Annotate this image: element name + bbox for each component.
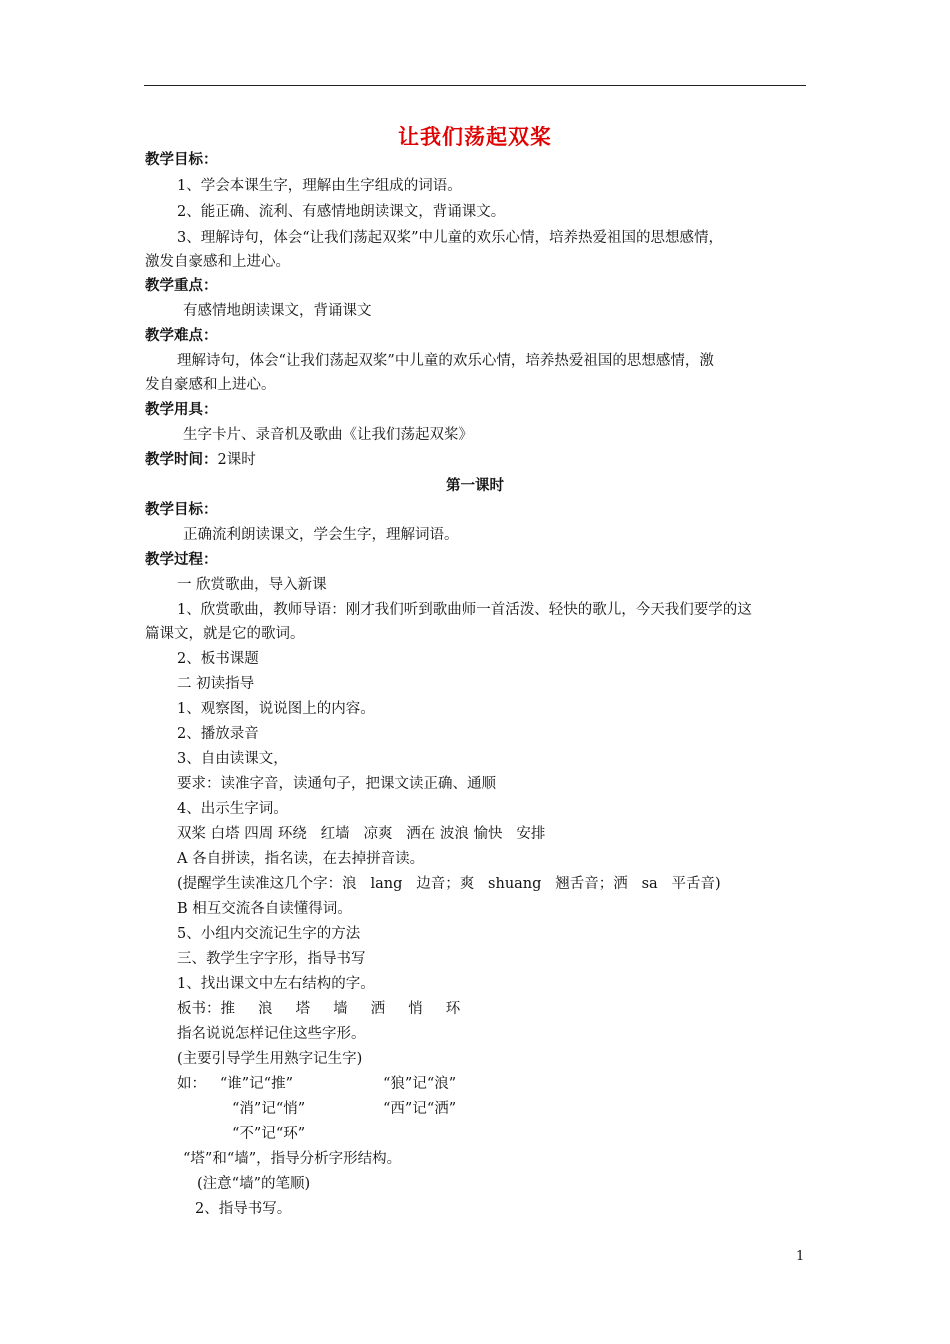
goal-2: 2、能正确、流利、有感情地朗读课文，背诵课文。	[177, 204, 506, 220]
goal-3-line-2: 激发自豪感和上进心。	[145, 254, 290, 270]
key-points-text: 有感情地朗读课文，背诵课文	[183, 303, 372, 319]
process-3-2: 2、指导书写。	[195, 1201, 292, 1217]
heading-key-points: 教学重点：	[145, 278, 218, 294]
heading-teaching-tools: 教学用具：	[145, 402, 218, 418]
first-lesson-heading: 第一课时	[446, 478, 504, 494]
example-row-1-left: 如： “谁”记“推”	[177, 1076, 293, 1092]
example-row-2-right: “西”记“洒”	[383, 1101, 457, 1117]
board-characters: 板书：推 浪 塔 墙 洒 悄 环	[177, 1001, 461, 1017]
heading-lesson-goals: 教学目标：	[145, 502, 218, 518]
example-row-2-left: “消”记“悄”	[232, 1101, 306, 1117]
lesson-goals-text: 正确流利朗读课文，学会生字，理解词语。	[183, 527, 459, 543]
vocabulary-list: 双桨 白塔 四周 环绕 红墙 凉爽 洒在 波浪 愉快 安排	[177, 826, 546, 842]
stroke-order-note: (注意“墙”的笔顺)	[197, 1176, 311, 1192]
pronunciation-reminder: (提醒学生读准这几个字：浪 lang 边音；爽 shuang 翘舌音；洒 sa 平舌音)	[177, 876, 721, 892]
teaching-time-value: 2课时	[217, 452, 256, 468]
example-row-3: “不”记“环”	[232, 1126, 306, 1142]
process-2-5: 5、小组内交流记生字的方法	[177, 926, 361, 942]
teaching-time	[145, 450, 256, 470]
process-2-3-requirements: 要求：读准字音，读通句子，把课文读正确、通顺	[177, 776, 496, 792]
process-2-4-a: A 各自拼读，指名读，在去掉拼音读。	[177, 851, 425, 867]
process-2-4-b: B 相互交流各自读懂得词。	[177, 901, 352, 917]
heading-difficulties: 教学难点：	[145, 328, 218, 344]
process-1-1-line-1: 1、欣赏歌曲，教师导语：刚才我们听到歌曲师一首活泼、轻快的歌儿，今天我们要学的这	[177, 602, 752, 618]
heading-teaching-process: 教学过程：	[145, 552, 218, 568]
process-step-1: 一 欣赏歌曲，导入新课	[177, 577, 327, 593]
difficulties-line-2: 发自豪感和上进心。	[145, 377, 276, 393]
difficulties-line-1: 理解诗句，体会“让我们荡起双桨”中儿童的欢乐心情，培养热爱祖国的思想感情，激	[177, 353, 714, 369]
process-2-4: 4、出示生字词。	[177, 801, 288, 817]
document-title: 让我们荡起双桨	[398, 125, 552, 149]
teaching-tools-text: 生字卡片、录音机及歌曲《让我们荡起双桨》	[183, 427, 473, 443]
process-3-1-guide: (主要引导学生用熟字记生字)	[177, 1051, 363, 1067]
header-rule	[144, 85, 806, 86]
process-2-2: 2、播放录音	[177, 726, 259, 742]
process-2-3: 3、自由读课文，	[177, 751, 288, 767]
process-1-1-line-2: 篇课文，就是它的歌词。	[145, 626, 305, 642]
process-step-3: 三、教学生字字形，指导书写	[177, 951, 366, 967]
process-2-1: 1、观察图，说说图上的内容。	[177, 701, 375, 717]
structure-analysis: “塔”和“墙”，指导分析字形结构。	[183, 1151, 402, 1167]
goal-1: 1、学会本课生字，理解由生字组成的词语。	[177, 178, 462, 194]
goal-3-line-1: 3、理解诗句，体会“让我们荡起双桨”中儿童的欢乐心情，培养热爱祖国的思想感情，	[177, 230, 724, 246]
process-3-1-recall: 指名说说怎样记住这些字形。	[177, 1026, 366, 1042]
heading-teaching-goals: 教学目标：	[145, 152, 218, 168]
page-number: 1	[796, 1249, 805, 1264]
teaching-time-label: 教学时间：	[145, 452, 218, 468]
process-1-2: 2、板书课题	[177, 651, 259, 667]
example-row-1-right: “狼”记“浪”	[383, 1076, 457, 1092]
process-3-1: 1、找出课文中左右结构的字。	[177, 976, 375, 992]
process-step-2: 二 初读指导	[177, 676, 255, 692]
